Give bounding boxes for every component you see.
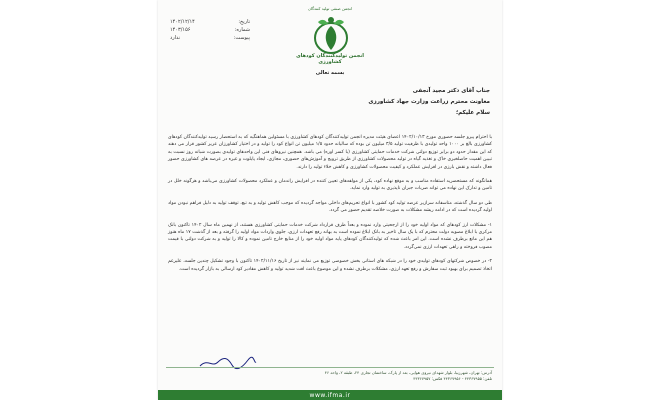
footer-divider bbox=[166, 367, 494, 368]
addressee-title: معاونت محترم زراعت وزارت جهاد کشاورزی bbox=[368, 99, 490, 105]
body-paragraph-3: طی دو سال گذشته، متاسفانه سرازیر عرضه تولید کود کشور با انواع تحریم‌های داخلی مواجه گردیده که موجب کاهش تولید و به تبع، توقف تولید به دلیل فراهم نبودن مواد اولیه گردیده است که در ادامه ریشه مشکلات به صورت خلاصه تقدیم حضور می گردد. bbox=[168, 200, 492, 214]
footer-contact bbox=[168, 370, 492, 382]
body-paragraph-1: با احترام پیرو جلسه حضوری مورخ ۱۴۰۲/۱۰/۱۳ اعضای هیئت مدیره انجمن تولیدکنندگان کودهای کشاورزی با مسئولین هماهنگیه که به استحضار رسید تولیدکنندگان کودهای کشاورزی بالغ بر ۱۰۰۰ واحد تولیدی با ظرفیت تولید ۳/۵ میلیون تن بوده که سالیانه حدود ۱/۵ میلیون تن انواع کود را تولید و در اختیار کشاورزان عزیز کشور قرار می دهند که این مقدار حدود دو برابر توزیع دولتی شرکت خدمات حمایتی کشاورزی (با کسر اوره) می باشد. همچنین نیروهای فنی این واحدهای تولیدی بصورت شبانه روز نسبت به تبیین اهمیت حاصلخیزی خاک و تغذیه گیاه در تولید محصولات کشاورزی از طریق ترویج و آموزش‌های حضوری، مجازی، ایجاد پایلوت و غیره در عرصه های کشاورزی حضور فعال داشته و نقش بارزی در افزایش عملکرد و کیفیت محصولات کشاورزی و کاهش خلاء تولید را دارند. bbox=[168, 135, 492, 170]
body-paragraph-2: همانگونه که مستحضرید استفاده مناسب و به موقع نهاده کود، یکی از مولفه‌های تعیین کننده در افزایش راندمان و عملکرد محصولات کشاورزی می‌باشد و هرگونه خلل در تامین و تدارک این نهاده می تواند ضربات جبران ناپذیری به تولید وارد نماید. bbox=[168, 179, 492, 192]
greeting: سلام علیکم؛ bbox=[455, 110, 490, 116]
addressee-block bbox=[170, 86, 490, 119]
date-label: تاریخ: bbox=[238, 19, 250, 25]
attachment-label: پیوست: bbox=[233, 35, 250, 41]
letter-body bbox=[168, 134, 492, 280]
website-link[interactable]: www.ifma.ir bbox=[309, 392, 351, 399]
org-name: انجمن تولیدکنندگان کودهای کشاورزی bbox=[296, 53, 364, 65]
date-value: ۱۴۰۲/۱۲/۱۴ bbox=[170, 19, 195, 25]
footer-phones: تلفن: ۴۴۳۶۷۹۵۵ - ۴۴۳۶۷۹۵۶ فکس: ۴۴۳۶۷۹۵۷ bbox=[413, 376, 492, 381]
body-paragraph-5: ۲- در خصوص شرکتهای کودهای تولیدی خود را در شبکه های استانی بخش خصوصی توزیع می نمایند نیز از تاریخ ۱۴۰۲/۱۱/۱۶ تاکنون با وجود تشکیل چندین جلسه، علیرغم اتخاذ تصمیم برای بهبود ثبت سفارش و رفع تعهد ارزی، مشکلات برطرف نشده و این موضوع باعث افت شدید تولید و کاهش مقادیر کود ارسالی به بازار گردیده است. bbox=[168, 259, 492, 272]
footer-address: آدرس: تهران، شهرزیبا، بلوار شهدای نیروی هوایی، بعد از پارک، ساختمان تجاری ۲۴، طبقه ۲، واحد ۴۶ bbox=[324, 370, 492, 375]
addressee-name: جناب آقای دکتر مجید آنجفی bbox=[412, 88, 490, 94]
bismillah: بسمه تعالی bbox=[315, 70, 345, 76]
org-subtitle: انجمن صنفی تولید کنندگان bbox=[307, 6, 353, 11]
number-label: شماره: bbox=[234, 27, 250, 33]
attachment-value: ندارد bbox=[170, 35, 181, 41]
org-logo-icon bbox=[304, 12, 358, 56]
body-paragraph-4: ۱- مشکلات ارز کودهای که مواد اولیه خود را از ارجحیتی وارد نموده و بعداً طرف قرارداد شرکت خدمات حمایتی کشاورزی هستند، از نهمین ماه سال ۱۴۰۲ تاکنون بانک مرکزی با ابلاغ مصوبه دولت محترم که با یک سال تاخیر به بانک ابلاغ نموده است به بهانه رفع تعهدات ارزی، جلوی واردات مواد اولیه را گرفته و بعد از گذشت ۱۷ ماه هنوز هم این مانع برطرف نشده است. این امر باعث شده که تولیدکنندگان کودهای پایه مواد اولیه خود را از منابع خارج تامین نموده و کالا را تولید و به شرکت دولتی با قیمت مصوب فروخته و راهی تعهدات ارزی نمی‌گردد. bbox=[168, 222, 492, 250]
number-value: ۱۴۰۳/۱۵۶ bbox=[170, 27, 191, 33]
letter-page bbox=[158, 0, 502, 400]
letter-meta bbox=[170, 18, 250, 42]
